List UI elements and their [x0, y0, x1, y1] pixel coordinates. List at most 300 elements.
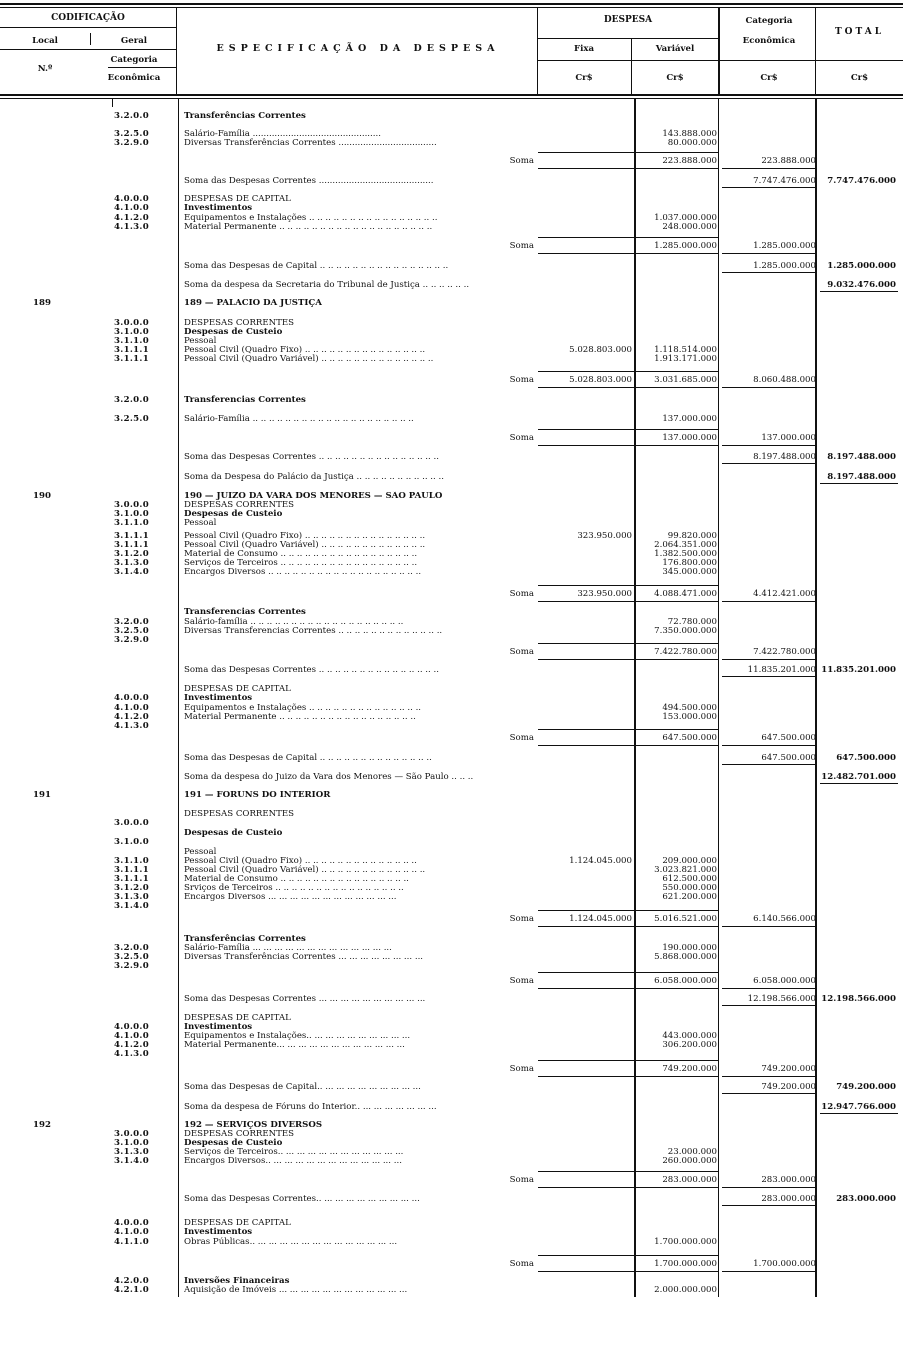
fixa-value: 5.028.803.000 — [569, 375, 632, 385]
top-rule-2 — [0, 7, 903, 8]
categoria-value: 749.200.000 — [761, 1082, 816, 1092]
soma-label: Soma — [509, 156, 534, 166]
col-line-body — [112, 99, 113, 107]
category-code: 3.1.1.1 — [114, 354, 149, 364]
categoria-value: 1.285.000.000 — [753, 241, 816, 251]
category-code: 4.1.3.0 — [114, 721, 149, 731]
soma-rule — [538, 910, 718, 911]
total-value: 12.198.566.000 — [821, 994, 896, 1004]
variavel-value: 749.200.000 — [662, 1064, 717, 1074]
expense-description: Soma das Despesas Correntes .. .. .. .. .. .. .. .. .. .. .. .. .. .. .. — [184, 665, 439, 675]
expense-description: Material de Consumo .. .. .. .. .. .. .. .. .. .. .. .. .. .. .. .. — [184, 874, 409, 884]
expense-description: Soma da despesa de Fóruns do Interior.. ... ... ... ... ... ... ... — [184, 1102, 437, 1112]
table-row — [0, 961, 903, 971]
variavel-value: 7.422.780.000 — [654, 647, 717, 657]
variavel-value: 306.200.000 — [662, 1040, 717, 1050]
expense-description: Material de Consumo .. .. .. .. .. .. .. .. .. .. .. .. .. .. .. .. .. — [184, 549, 418, 559]
category-code: 3.1.4.0 — [114, 1156, 149, 1166]
soma-rule — [538, 1076, 718, 1077]
variavel-value: 137.000.000 — [662, 433, 717, 443]
category-code: 3.2.0.0 — [114, 395, 149, 405]
soma-rule — [722, 1205, 816, 1206]
expense-description: Serviços de Terceiros.. ... ... ... ... ... ... ... ... ... ... ... — [184, 1147, 404, 1157]
table-row — [0, 721, 903, 731]
categoria-value: 223.888.000 — [761, 156, 816, 166]
category-code: 3.0.0.0 — [114, 818, 149, 828]
categoria-value: 283.000.000 — [761, 1194, 816, 1204]
expense-description: Material Permanente .. .. .. .. .. .. .. .. .. .. .. .. .. .. .. .. .. .. .. — [184, 222, 433, 232]
expense-description: 190 — JUIZO DA VARA DOS MENORES — SÃO PAULO — [184, 491, 443, 501]
variavel-header: Variável — [655, 44, 695, 54]
category-code: 3.0.0.0 — [114, 500, 149, 510]
fixa-value: 323.950.000 — [577, 531, 632, 541]
category-code: 4.1.3.0 — [114, 222, 149, 232]
expense-description: Pessoal Civil (Quadro Fixo) .. .. .. .. .. .. .. .. .. .. .. .. .. .. .. — [184, 531, 426, 541]
expense-description: DESPESAS CORRENTES — [184, 318, 295, 328]
expense-description: Salário-Família ............................................... — [184, 129, 381, 139]
header-rule-2 — [0, 49, 176, 50]
variavel-value: 6.058.000.000 — [654, 976, 717, 986]
variavel-value: 2.000.000.000 — [654, 1285, 717, 1295]
soma-label: Soma — [509, 589, 534, 599]
total-value: 1.285.000.000 — [827, 261, 896, 271]
top-rule — [0, 3, 903, 5]
table-row — [0, 1156, 903, 1166]
total-rule — [820, 483, 898, 484]
category-code: 3.1.1.1 — [114, 540, 149, 550]
variavel-value: 1.700.000.000 — [654, 1237, 717, 1247]
soma-label: Soma — [509, 647, 534, 657]
table-row — [0, 433, 903, 443]
expense-description: Despesas de Custeio — [184, 828, 283, 838]
category-code: 4.1.0.0 — [114, 203, 149, 213]
table-row — [0, 818, 903, 828]
soma-rule — [722, 463, 816, 464]
total-value: 12.947.766.000 — [821, 1102, 896, 1112]
category-code: 3.1.1.0 — [114, 336, 149, 346]
variavel-value: 1.913.171.000 — [654, 354, 717, 364]
category-code: 3.1.1.1 — [114, 531, 149, 541]
soma-rule — [722, 926, 816, 927]
table-row — [0, 1175, 903, 1185]
soma-rule — [538, 926, 718, 927]
expense-description: Diversas Transferencias Correntes .. .. .. .. .. .. .. .. .. .. .. .. .. — [184, 626, 443, 636]
table-row — [0, 156, 903, 166]
variavel-value: 550.000.000 — [662, 883, 717, 893]
categoria-header-2: Econômica — [107, 73, 161, 83]
variavel-value: 612.500.000 — [662, 874, 717, 884]
total-value: 283.000.000 — [836, 1194, 896, 1204]
soma-rule — [722, 764, 816, 765]
variavel-value: 72.780.000 — [667, 617, 717, 627]
category-code: 3.1.3.0 — [114, 892, 149, 902]
variavel-value: 3.023.821.000 — [654, 865, 717, 875]
table-row — [0, 1102, 903, 1112]
expense-description: Investimentos — [184, 1227, 253, 1237]
total-value: 7.747.476.000 — [827, 176, 896, 186]
local-number: 192 — [33, 1120, 51, 1130]
soma-rule — [722, 988, 816, 989]
variavel-value: 494.500.000 — [662, 703, 717, 713]
expense-description: Soma das Despesas Correntes ... ... ... ... ... ... ... ... ... ... — [184, 994, 426, 1004]
table-row — [0, 111, 903, 121]
expense-description: DESPESAS DE CAPITAL — [184, 194, 291, 204]
fixa-value: 1.124.045.000 — [569, 856, 632, 866]
table-row — [0, 395, 903, 405]
soma-rule — [538, 237, 718, 238]
total-rule — [820, 1113, 898, 1114]
expense-description: Despesas de Custeio — [184, 509, 283, 519]
categoria-value: 1.285.000.000 — [753, 261, 816, 271]
expense-description: Srviços de Terceiros .. .. .. .. .. .. .. .. .. .. .. .. .. .. .. .. — [184, 883, 404, 893]
categoria-value: 283.000.000 — [761, 1175, 816, 1185]
total-value: 647.500.000 — [836, 753, 896, 763]
category-code: 4.1.1.0 — [114, 1237, 149, 1247]
total-value: 12.482.701.000 — [821, 772, 896, 782]
soma-rule — [722, 676, 816, 677]
expense-description: Despesas de Custeio — [184, 1138, 283, 1148]
table-row — [0, 472, 903, 482]
currency-categoria: Cr$ — [760, 73, 778, 83]
categoria-value: 12.198.566.000 — [747, 994, 816, 1004]
expense-description: Pessoal — [184, 847, 217, 857]
category-code: 4.1.2.0 — [114, 712, 149, 722]
soma-label: Soma — [509, 241, 534, 251]
variavel-value: 1.285.000.000 — [654, 241, 717, 251]
soma-label: Soma — [509, 1259, 534, 1269]
expense-description: Soma das Despesas de Capital .. .. .. .. .. .. .. .. .. .. .. .. .. .. — [184, 753, 432, 763]
expense-description: Transferencias Correntes — [184, 607, 306, 617]
category-code: 4.0.0.0 — [114, 1022, 149, 1032]
category-code: 3.1.1.0 — [114, 518, 149, 528]
soma-rule — [722, 168, 816, 169]
soma-rule — [538, 168, 718, 169]
variavel-value: 345.000.000 — [662, 567, 717, 577]
table-row — [0, 518, 903, 528]
categoria-value: 1.700.000.000 — [753, 1259, 816, 1269]
header-rule-3 — [108, 67, 176, 68]
category-code: 3.1.0.0 — [114, 837, 149, 847]
expense-description: Soma das Despesas Correntes .......................................... — [184, 176, 434, 186]
fixa-value: 323.950.000 — [577, 589, 632, 599]
header-divider — [90, 33, 91, 45]
soma-label: Soma — [509, 976, 534, 986]
variavel-value: 4.088.471.000 — [654, 589, 717, 599]
currency-variavel: Cr$ — [666, 73, 684, 83]
category-code: 3.0.0.0 — [114, 1129, 149, 1139]
variavel-value: 248.000.000 — [662, 222, 717, 232]
expense-description: Material Permanente... ... ... ... ... ... ... ... ... ... ... ... — [184, 1040, 405, 1050]
variavel-value: 5.016.521.000 — [654, 914, 717, 924]
variavel-value: 1.700.000.000 — [654, 1259, 717, 1269]
variavel-value: 260.000.000 — [662, 1156, 717, 1166]
soma-rule — [722, 1093, 816, 1094]
category-code: 3.1.0.0 — [114, 1138, 149, 1148]
soma-rule — [722, 387, 816, 388]
expense-description: DESPESAS CORRENTES — [184, 500, 295, 510]
expense-description: 191 — FORUNS DO INTERIOR — [184, 790, 331, 800]
total-rule — [820, 783, 898, 784]
despesa-header: DESPESA — [603, 15, 653, 25]
table-row — [0, 647, 903, 657]
variavel-value: 1.118.514.000 — [654, 345, 717, 355]
expense-description: Salário-família .. .. .. .. .. .. .. .. .. .. .. .. .. .. .. .. .. .. .. — [184, 617, 404, 627]
fixa-value: 5.028.803.000 — [569, 345, 632, 355]
variavel-value: 99.820.000 — [667, 531, 717, 541]
total-value: 749.200.000 — [836, 1082, 896, 1092]
col-line-header — [537, 8, 538, 94]
category-code: 3.0.0.0 — [114, 318, 149, 328]
table-row — [0, 452, 903, 462]
table-row — [0, 733, 903, 743]
expense-description: Aquisição de Imóveis ... ... ... ... ... ... ... ... ... ... ... ... — [184, 1285, 408, 1295]
soma-label: Soma — [509, 433, 534, 443]
category-code: 3.1.2.0 — [114, 883, 149, 893]
table-row — [0, 354, 903, 364]
variavel-value: 283.000.000 — [662, 1175, 717, 1185]
table-row — [0, 914, 903, 924]
category-code: 4.0.0.0 — [114, 194, 149, 204]
expense-description: 189 — PALACIO DA JUSTIÇA — [184, 298, 322, 308]
expense-description: Transferências Correntes — [184, 934, 306, 944]
category-code: 3.2.0.0 — [114, 617, 149, 627]
soma-label: Soma — [509, 1175, 534, 1185]
total-value: 8.197.488.000 — [827, 452, 896, 462]
categoria-value: 8.197.488.000 — [753, 452, 816, 462]
table-row — [0, 203, 903, 213]
especificacao-header: ESPECIFICAÇÃO DA DESPESA — [216, 43, 500, 54]
expense-description: Despesas de Custeio — [184, 327, 283, 337]
categoria-value: 7.747.476.000 — [753, 176, 816, 186]
expense-description: Soma das Despesas de Capital .. .. .. .. .. .. .. .. .. .. .. .. .. .. .. .. — [184, 261, 449, 271]
header-bottom-rule-2 — [0, 98, 903, 99]
soma-rule — [538, 659, 718, 660]
category-code: 3.1.2.0 — [114, 549, 149, 559]
soma-rule — [538, 643, 718, 644]
category-code: 3.1.1.1 — [114, 874, 149, 884]
expense-description: Equipamentos e Instalações.. ... ... ... ... ... ... ... ... ... — [184, 1031, 411, 1041]
category-code: 3.2.5.0 — [114, 952, 149, 962]
category-code: 4.0.0.0 — [114, 1218, 149, 1228]
soma-label: Soma — [509, 375, 534, 385]
table-row — [0, 1259, 903, 1269]
category-code: 3.1.1.1 — [114, 345, 149, 355]
local-number: 189 — [33, 298, 51, 308]
soma-rule — [722, 187, 816, 188]
table-row — [0, 1082, 903, 1092]
expense-description: Equipamentos e Instalações .. .. .. .. .. .. .. .. .. .. .. .. .. .. .. .. — [184, 213, 438, 223]
table-row — [0, 222, 903, 232]
currency-total: Cr$ — [850, 73, 869, 83]
soma-rule — [722, 272, 816, 273]
expense-description: Pessoal Civil (Quadro Fixo) .. .. .. .. .. .. .. .. .. .. .. .. .. .. — [184, 856, 417, 866]
currency-fixa: Cr$ — [575, 73, 593, 83]
categoria-value: 8.060.488.000 — [753, 375, 816, 385]
expense-description: Salário-Família ... ... ... ... ... ... ... ... ... ... ... ... ... — [184, 943, 392, 953]
soma-rule — [538, 585, 718, 586]
expense-description: DESPESAS DE CAPITAL — [184, 1218, 291, 1228]
category-code: 3.1.4.0 — [114, 567, 149, 577]
category-code: 3.2.9.0 — [114, 961, 149, 971]
table-row — [0, 589, 903, 599]
variavel-value: 23.000.000 — [667, 1147, 717, 1157]
soma-rule — [538, 1187, 718, 1188]
table-row — [0, 280, 903, 290]
soma-rule — [722, 1076, 816, 1077]
expense-description: Soma da despesa da Secretaria do Tribunal de Justiça .. .. .. .. .. .. — [184, 280, 470, 290]
expense-description: Equipamentos e Instalações .. .. .. .. .. .. .. .. .. .. .. .. .. .. — [184, 703, 422, 713]
table-row — [0, 298, 903, 308]
expense-description: Transferencias Correntes — [184, 395, 306, 405]
expense-description: Diversas Transferências Correntes .................................... — [184, 138, 437, 148]
expense-description: Soma das Despesas de Capital.. ... ... ... ... ... ... ... ... ... — [184, 1082, 421, 1092]
expense-description: Pessoal Civil (Quadro Variável) .. .. .. .. .. .. .. .. .. .. .. .. .. — [184, 865, 426, 875]
soma-rule — [538, 1171, 718, 1172]
soma-rule — [722, 601, 816, 602]
fixa-value: 1.124.045.000 — [569, 914, 632, 924]
categoria-value: 6.058.000.000 — [753, 976, 816, 986]
expense-description: Soma das Despesas Correntes.. ... ... ... ... ... ... ... ... ... — [184, 1194, 420, 1204]
table-row — [0, 1194, 903, 1204]
variavel-value: 1.037.000.000 — [654, 213, 717, 223]
soma-rule — [538, 253, 718, 254]
table-row — [0, 607, 903, 617]
soma-rule — [538, 429, 718, 430]
variavel-value: 143.888.000 — [662, 129, 717, 139]
categoria-econ-header-2: Econômica — [742, 36, 796, 46]
category-code: 3.2.9.0 — [114, 635, 149, 645]
expense-description: Investimentos — [184, 693, 253, 703]
categoria-value: 11.835.201.000 — [747, 665, 816, 675]
variavel-value: 443.000.000 — [662, 1031, 717, 1041]
table-row — [0, 414, 903, 424]
table-row — [0, 901, 903, 911]
total-value: 8.197.488.000 — [827, 472, 896, 482]
soma-rule — [722, 253, 816, 254]
expense-description: Soma da Despesa do Palácio da Justiça .. .. .. .. .. .. .. .. .. .. .. — [184, 472, 444, 482]
variavel-value: 176.800.000 — [662, 558, 717, 568]
local-header: Local — [32, 36, 58, 46]
category-code: 3.2.5.0 — [114, 626, 149, 636]
variavel-value: 153.000.000 — [662, 712, 717, 722]
expense-description: Soma da despesa do Juizo da Vara dos Menores — São Paulo .. .. .. — [184, 772, 474, 782]
despesa-rule — [538, 38, 718, 39]
soma-rule — [722, 1005, 816, 1006]
header-bottom-rule — [0, 94, 903, 96]
category-code: 4.1.0.0 — [114, 703, 149, 713]
table-row — [0, 753, 903, 763]
variavel-value: 5.868.000.000 — [654, 952, 717, 962]
category-code: 3.1.1.1 — [114, 865, 149, 875]
variavel-value: 1.382.500.000 — [654, 549, 717, 559]
soma-rule — [722, 659, 816, 660]
expense-description: Pessoal Civil (Quadro Variável) .. .. .. .. .. .. .. .. .. .. .. .. .. — [184, 540, 426, 550]
table-row — [0, 693, 903, 703]
soma-rule — [538, 387, 718, 388]
geral-header: Geral — [120, 36, 148, 46]
col-line-header — [718, 8, 720, 94]
categoria-value: 7.422.780.000 — [753, 647, 816, 657]
category-code: 4.1.2.0 — [114, 1040, 149, 1050]
table-row — [0, 790, 903, 800]
variavel-value: 223.888.000 — [662, 156, 717, 166]
soma-rule — [538, 371, 718, 372]
categoria-header-1: Categoria — [110, 55, 158, 65]
expense-description: Material Permanente .. .. .. .. .. .. .. .. .. .. .. .. .. .. .. .. .. — [184, 712, 416, 722]
category-code: 3.1.4.0 — [114, 901, 149, 911]
table-row — [0, 976, 903, 986]
categoria-value: 137.000.000 — [761, 433, 816, 443]
category-code: 3.2.0.0 — [114, 111, 149, 121]
category-code: 3.2.9.0 — [114, 138, 149, 148]
total-value: 11.835.201.000 — [821, 665, 896, 675]
expense-description: Pessoal Civil (Quadro Variável) .. .. .. .. .. .. .. .. .. .. .. .. .. .. — [184, 354, 434, 364]
soma-rule — [722, 1187, 816, 1188]
table-row — [0, 241, 903, 251]
table-row — [0, 1064, 903, 1074]
table-row — [0, 1227, 903, 1237]
table-row — [0, 635, 903, 645]
expense-description: 192 — SERVIÇOS DIVERSOS — [184, 1120, 323, 1130]
expense-description: Pessoal — [184, 336, 217, 346]
table-row — [0, 1237, 903, 1247]
table-row — [0, 375, 903, 385]
variavel-value: 621.200.000 — [662, 892, 717, 902]
soma-rule — [538, 601, 718, 602]
categoria-value: 4.412.421.000 — [753, 589, 816, 599]
currency-rule — [538, 60, 903, 61]
total-rule — [820, 291, 898, 292]
category-code: 4.1.3.0 — [114, 1049, 149, 1059]
table-row — [0, 567, 903, 577]
categoria-value: 647.500.000 — [761, 753, 816, 763]
soma-rule — [538, 729, 718, 730]
expense-description: Investimentos — [184, 1022, 253, 1032]
soma-rule — [722, 1271, 816, 1272]
expense-description: Transferências Correntes — [184, 111, 306, 121]
soma-rule — [538, 152, 718, 153]
expense-description: Soma das Despesas Correntes .. .. .. .. .. .. .. .. .. .. .. .. .. .. .. — [184, 452, 439, 462]
category-code: 3.1.3.0 — [114, 1147, 149, 1157]
soma-rule — [722, 745, 816, 746]
header-rule — [0, 27, 176, 28]
soma-rule — [538, 972, 718, 973]
expense-description: Serviços de Terceiros .. .. .. .. .. .. .. .. .. .. .. .. .. .. .. .. .. — [184, 558, 418, 568]
category-code: 4.2.0.0 — [114, 1276, 149, 1286]
variavel-value: 3.031.685.000 — [654, 375, 717, 385]
expense-description: Pessoal — [184, 518, 217, 528]
category-code: 4.0.0.0 — [114, 693, 149, 703]
expense-description: Encargos Diversos.. ... ... ... ... ... ... ... ... ... ... ... ... — [184, 1156, 402, 1166]
variavel-value: 190.000.000 — [662, 943, 717, 953]
categoria-econ-header-1: Categoria — [745, 16, 793, 26]
categoria-value: 6.140.566.000 — [753, 914, 816, 924]
expense-description: Inversões Financeiras — [184, 1276, 290, 1286]
soma-rule — [538, 745, 718, 746]
table-row — [0, 994, 903, 1004]
col-line-header — [631, 38, 632, 94]
total-header: TOTAL — [834, 27, 885, 37]
soma-label: Soma — [509, 733, 534, 743]
codificacao-header: CODIFICAÇÃO — [51, 13, 125, 23]
soma-rule — [722, 445, 816, 446]
expense-description: Obras Públicas.. ... ... ... ... ... ... ... ... ... ... ... ... ... — [184, 1237, 398, 1247]
table-row — [0, 1285, 903, 1295]
expense-description: DESPESAS DE CAPITAL — [184, 1013, 291, 1023]
categoria-value: 749.200.000 — [761, 1064, 816, 1074]
local-number: 190 — [33, 491, 51, 501]
variavel-value: 80.000.000 — [667, 138, 717, 148]
